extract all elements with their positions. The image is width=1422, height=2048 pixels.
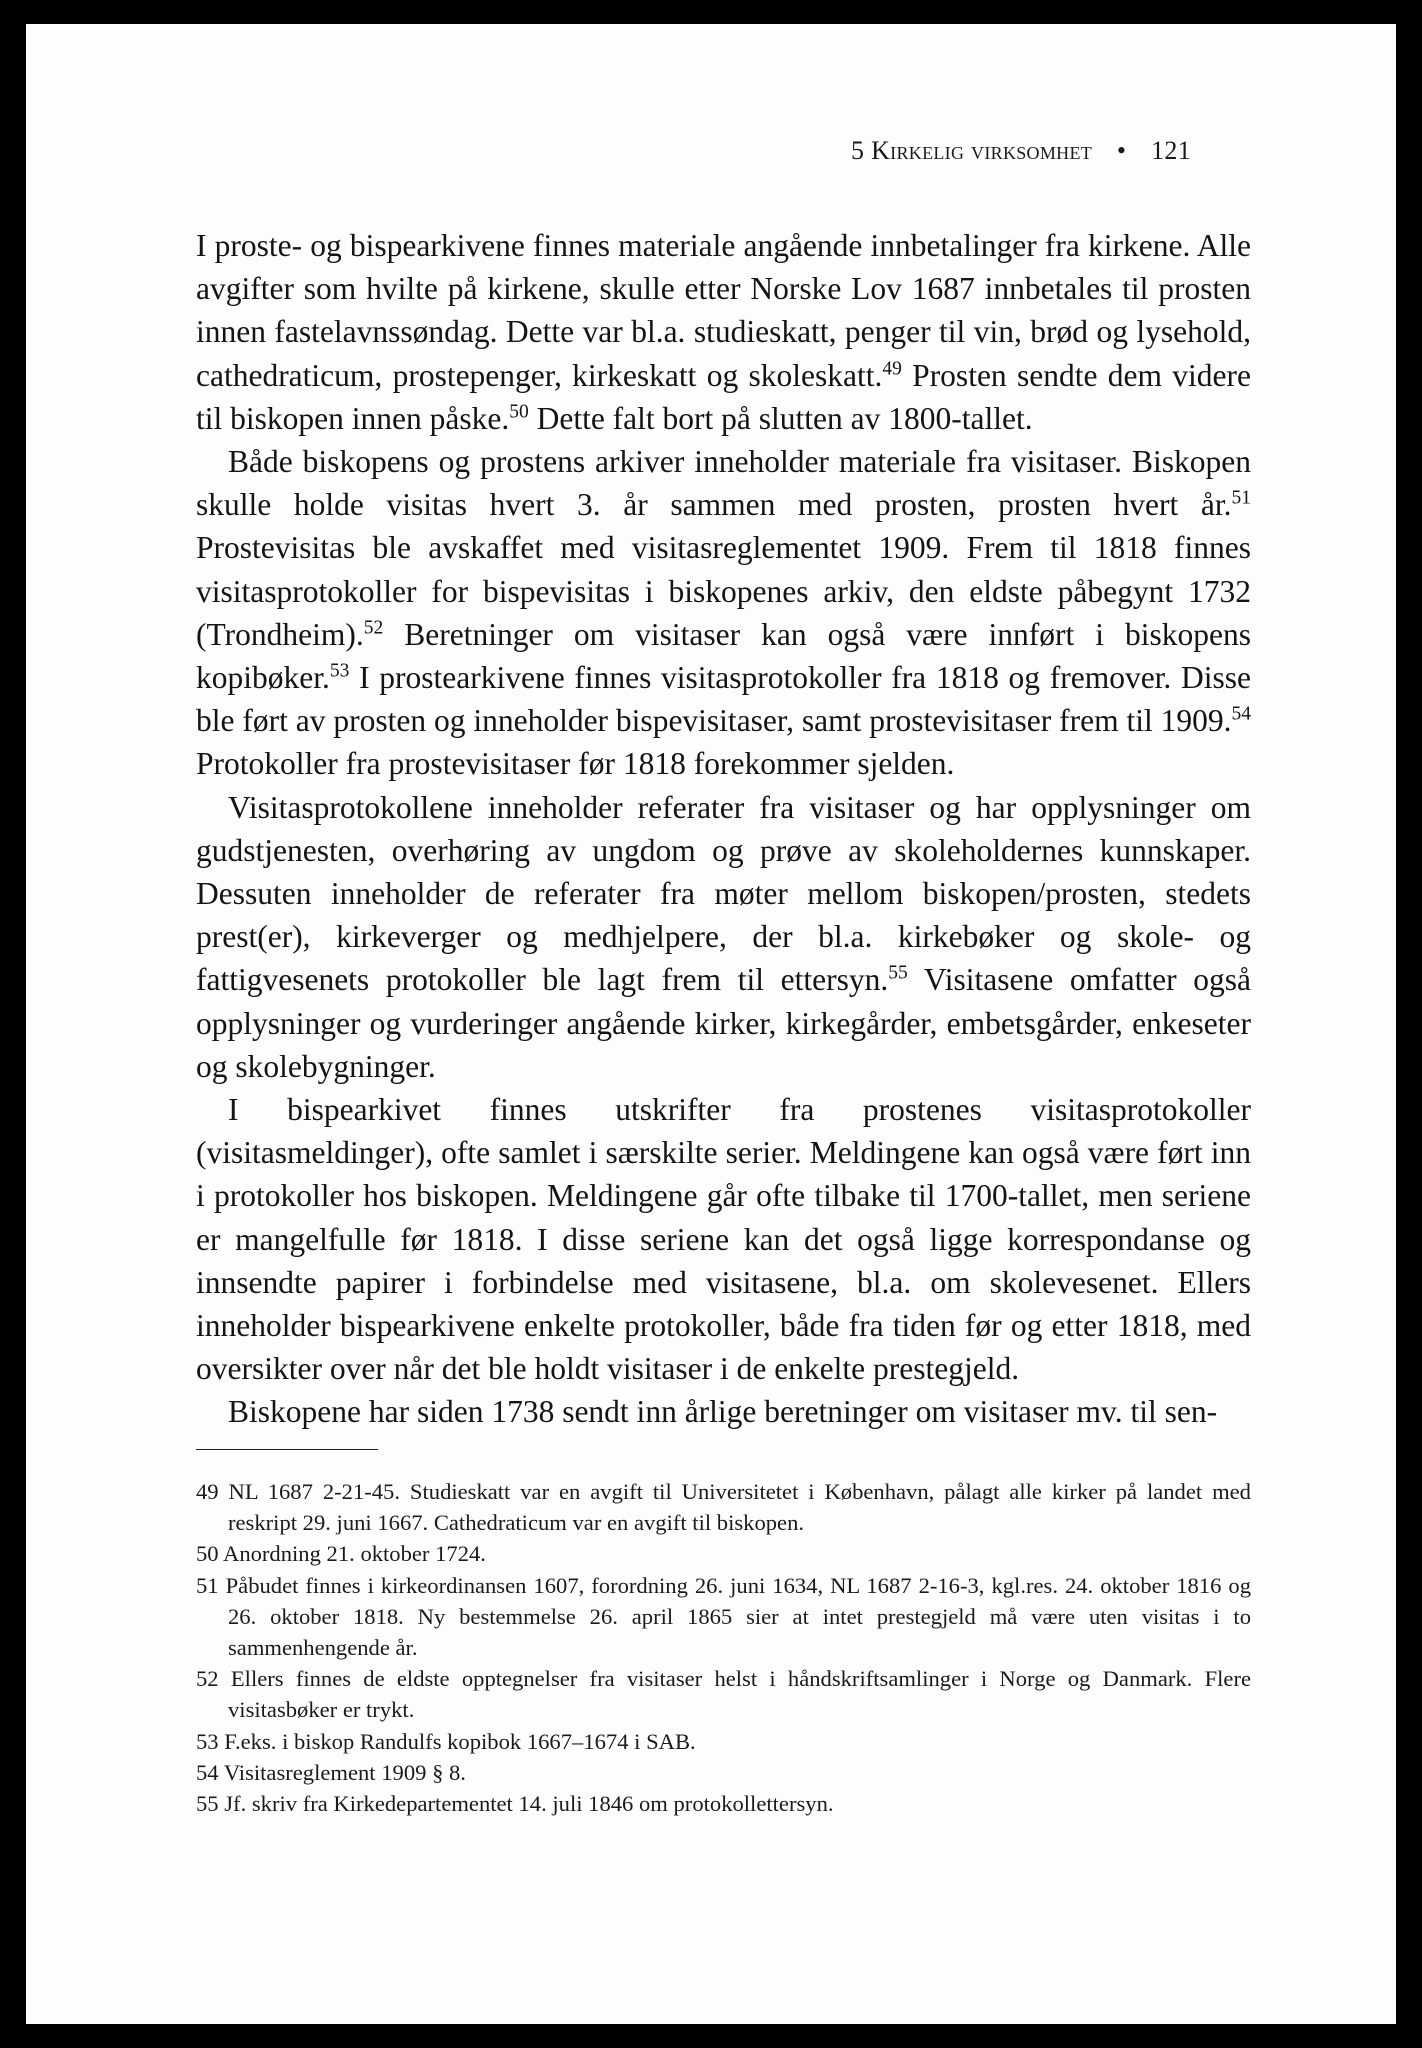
chapter-title: Kirkelig virksomhet [871,136,1093,165]
running-header [851,136,1191,166]
paragraph-4: I bispearkivet finnes utskrifter fra prostenes visitasprotokoller (visitasmeldinger), ofte samlet i særskilte serier. Meldingene kan også være ført inn i protokoller hos biskopen. Meldingene går ofte tilbake til 1700-tallet, men seriene er mangelfulle før 1818. I disse seriene kan det også ligge korrespondanse og innsendte papirer i forbindelse med visitasene, bl.a. om skolevesenet. Ellers inneholder bispearkivene enkelte protokoller, både fra tiden før og etter 1818, med oversikter over når det ble holdt visitaser i de enkelte prestegjeld. [196,1092,1251,1387]
footnotes [196,1476,1251,1819]
footnote-ref-53: 53 [329,660,350,682]
footnote-54: 54 Visitasreglement 1909 § 8. [196,1759,466,1785]
footnote-49: 49 NL 1687 2-21-45. Studieskatt var en avgift til Universitetet i København, pålagt alle kirker på landet med reskript 29. juni 1667. Cathedraticum var en avgift til biskopen. [196,1479,1251,1536]
paragraph-1: I proste- og bispearkivene finnes materiale angående innbetalinger fra kirkene. Alle avgifter som hvilte på kirkene, skulle etter Norske Lov 1687 innbetales til prosten innen fastelavnssøndag. Dette var bl.a. studieskatt, penger til vin, brød og lysehold, cathedraticum, prostepenger, kirkeskatt og skoleskatt.$^{49}$ Prosten sendte dem videre til biskopen innen påske.$^{50}$ Dette falt bort på slutten av 1800-tallet. [196,228,1251,436]
footnote-ref-52: 52 [363,617,384,639]
footnote-53: 53 F.eks. i biskop Randulfs kopibok 1667–1674 i SAB. [196,1728,696,1754]
paragraph-5: Biskopene har siden 1738 sendt inn årlige beretninger om visitaser mv. til sen- [228,1394,1218,1430]
body-text [196,224,1251,1434]
footnote-ref-55: 55 [888,962,908,984]
footnote-55: 55 Jf. skriv fra Kirkedepartementet 14. juli 1846 om protokollettersyn. [196,1791,834,1817]
header-separator: • [1116,136,1127,165]
page-number: 121 [1151,136,1191,165]
footnote-50: 50 Anordning 21. oktober 1724. [196,1541,486,1567]
footnote-ref-49: 49 [882,358,902,380]
footnote-ref-51: 51 [1231,487,1251,509]
paragraph-2: Både biskopens og prostens arkiver inneholder materiale fra visitaser. Biskopen skulle holde visitas hvert 3. år sammen med prosten, prosten hvert år.$^{51}$ Prostevisitas ble avskaffet med visitasreglementet 1909. Frem til 1818 finnes visitasprotokoller for bispevisitas i biskopenes arkiv, den eldste påbegynt 1732 (Trondheim).$^{52}$ Beretninger om visitaser kan også være innført i biskopens kopibøker.$^{53}$ I prostearkivene finnes visitasprotokoller fra 1818 og fremover. Disse ble ført av prosten og inneholder bispevisitaser, samt prostevisitaser frem til 1909.54 Protokoller fra prostevisitaser før 1818 forekommer sjelden. [196,444,1251,782]
book-page [26,24,1396,2024]
footnote-52: 52 Ellers finnes de eldste opptegnelser fra visitaser helst i håndskriftsamlinger i Norge og Danmark. Flere visitasbøker er trykt. [196,1666,1251,1723]
paragraph-3: Visitasprotokollene inneholder referater fra visitaser og har opplysninger om gudstjenesten, overhøring av ungdom og prøve av skoleholdernes kunnskaper. Dessuten inneholder de referater fra møter mellom biskopen/prosten, stedets prest(er), kirkeverger og medhjelpere, der bl.a. kirkebøker og skole- og fattigvesenets protokoller ble lagt frem til ettersyn.$^{55}$ Visitasene omfatter også opplysninger og vurderinger angående kirker, kirkegårder, embetsgårder, enkeseter og skolebygninger. [196,789,1251,1084]
chapter-number: 5 [850,136,865,165]
footnote-51: 51 Påbudet finnes i kirkeordinansen 1607, forordning 26. juni 1634, NL 1687 2-16-3, kgl.res. 24. oktober 1816 og 26. oktober 1818. Ny bestemmelse 26. april 1865 sier at intet prestegjeld må være uten visitas i to sammenhengende år. [196,1572,1251,1661]
footnote-rule [196,1449,378,1450]
footnote-ref-50: 50 [509,401,529,423]
footnote-ref-54: 54 [1231,703,1251,725]
